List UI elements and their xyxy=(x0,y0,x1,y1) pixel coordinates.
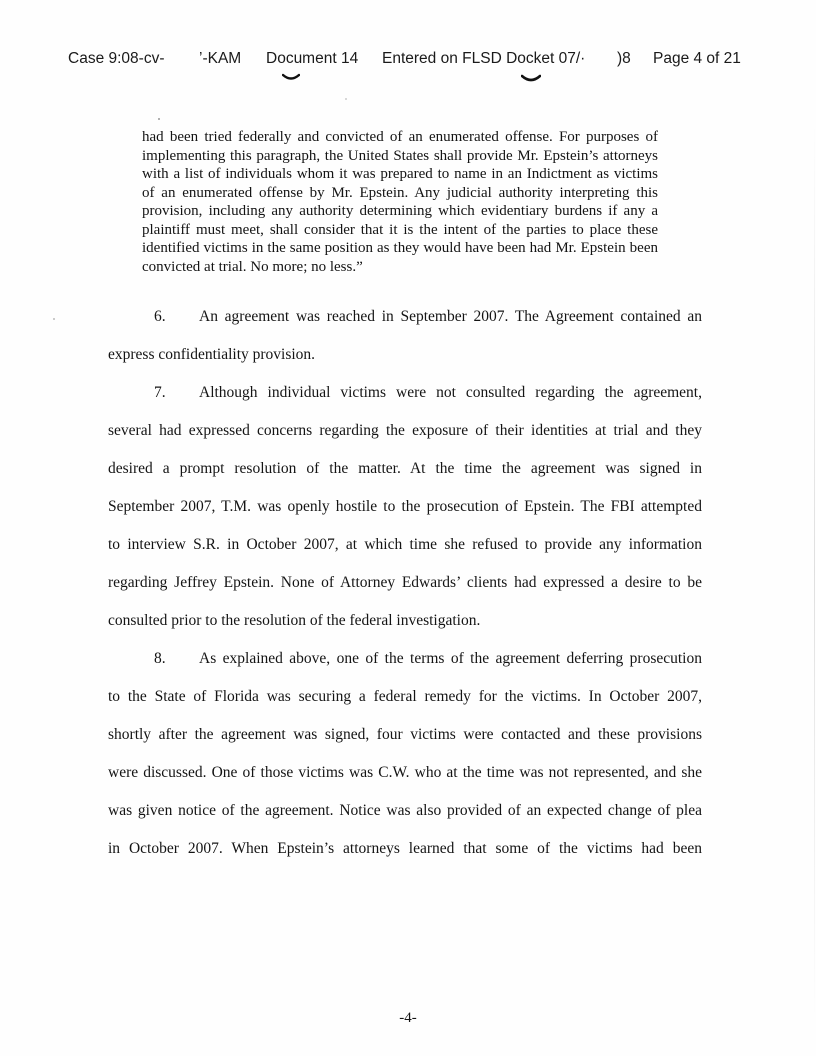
paragraph-line: several had expressed concerns regarding the exposure of their identities at trial and they xyxy=(108,422,702,439)
paragraph-number: 8. xyxy=(154,650,166,667)
paragraph-number: 7. xyxy=(154,384,166,401)
paragraph-text: Although individual victims were not consulted regarding the agreement, xyxy=(199,384,702,401)
paragraph-line: express confidentiality provision. xyxy=(108,346,316,363)
scan-edge-line xyxy=(814,120,815,1020)
paragraph-line: was given notice of the agreement. Notice was also provided of an expected change of plea xyxy=(108,802,702,819)
paragraph-line: to interview S.R. in October 2007, at which time she refused to provide any information xyxy=(108,536,702,553)
block-quote: had been tried federally and convicted of an enumerated offense. For purposes of implementing this paragraph, the United States shall provide Mr. Epstein’s attorneys with a list of individuals whom it was prepared to name in an Indictment as victims of an enumerated offense by Mr. Epstein. Any judicial authority interpreting this provision, including any authority determining which evidentiary burdens if any a plaintiff must meet, shall consider that it is the intent of the parties to place these identified victims in the same position as they would have been had Mr. Epstein been convicted at trial. No more; no less.” xyxy=(142,129,658,275)
header-judge-initials: ’-KAM xyxy=(199,50,242,67)
header-case-number: Case 9:08-cv- xyxy=(68,50,208,67)
paragraph-number: 6. xyxy=(154,308,166,325)
header-entered-date: Entered on FLSD Docket 07/· xyxy=(382,50,586,67)
paragraph-line: desired a prompt resolution of the matter. At the time the agreement was signed in xyxy=(108,460,702,477)
docket-header xyxy=(0,50,816,74)
scan-mark-icon xyxy=(282,73,300,81)
header-document-number: Document 14 xyxy=(266,50,359,67)
paragraph-7-first-line xyxy=(108,383,702,403)
paragraph-line: regarding Jeffrey Epstein. None of Attorney Edwards’ clients had expressed a desire to be xyxy=(108,574,702,591)
paragraph-text: As explained above, one of the terms of the agreement deferring prosecution xyxy=(199,650,702,667)
paragraph-line: consulted prior to the resolution of the federal investigation. xyxy=(108,612,481,629)
scan-speck xyxy=(53,318,55,320)
scan-speck xyxy=(158,118,160,120)
paragraph-line: shortly after the agreement was signed, four victims were contacted and these provisions xyxy=(108,726,702,743)
scan-mark-icon xyxy=(521,74,541,83)
paragraph-line: were discussed. One of those victims was C.W. who at the time was not represented, and she xyxy=(108,764,702,781)
paragraph-6-first-line xyxy=(108,307,702,327)
header-year-fragment: )8 xyxy=(617,50,631,67)
paragraph-line: September 2007, T.M. was openly hostile to the prosecution of Epstein. The FBI attempted xyxy=(108,498,702,515)
paragraph-text: An agreement was reached in September 2007. The Agreement contained an xyxy=(199,308,702,325)
paragraph-line: to the State of Florida was securing a federal remedy for the victims. In October 2007, xyxy=(108,688,702,705)
scan-speck xyxy=(345,98,347,100)
page-number: -4- xyxy=(399,1010,417,1026)
paragraph-line: in October 2007. When Epstein’s attorneys learned that some of the victims had been xyxy=(108,840,702,857)
paragraph-8-first-line xyxy=(108,649,702,669)
header-page-count: Page 4 of 21 xyxy=(653,50,741,67)
